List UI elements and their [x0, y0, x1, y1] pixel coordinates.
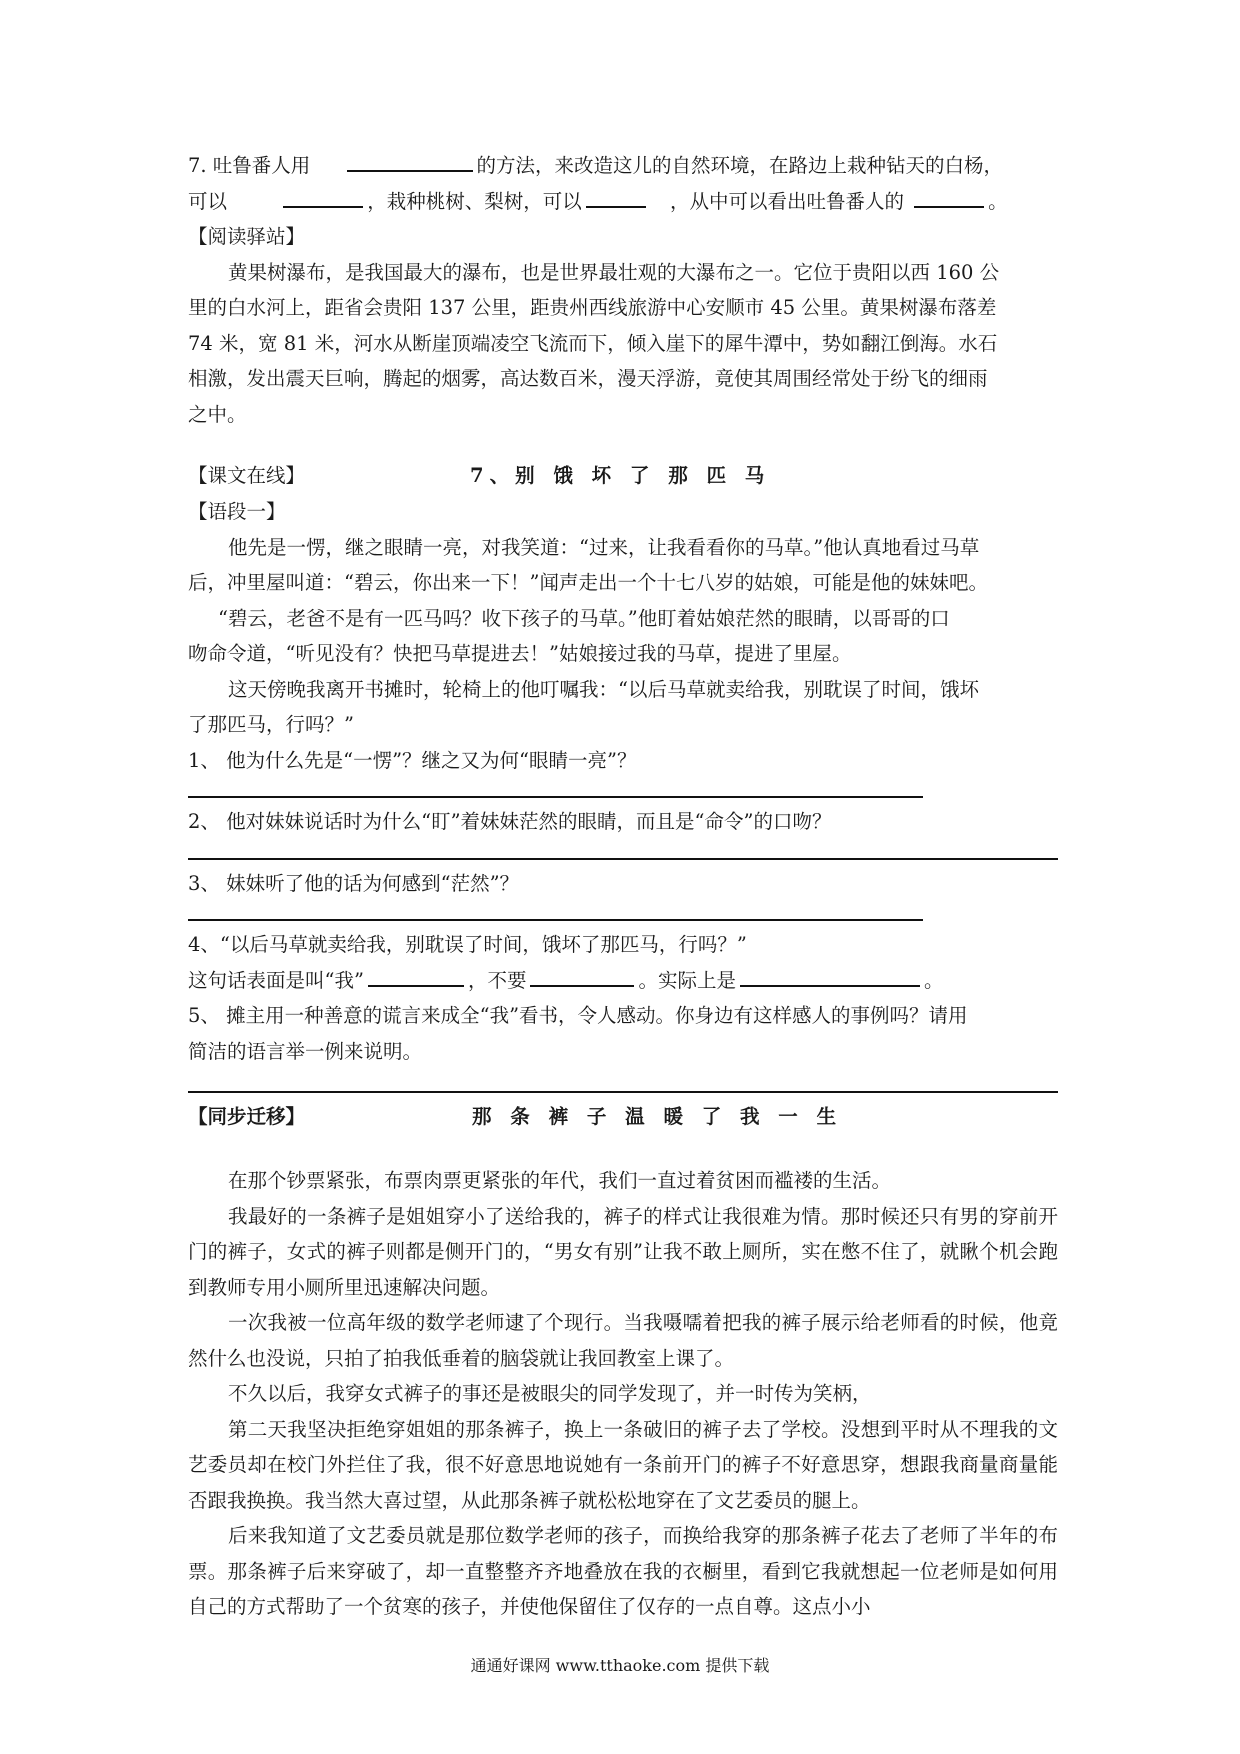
answer-blank[interactable]	[368, 963, 464, 987]
transfer-header	[188, 1099, 1058, 1135]
lesson-line: 后，冲里屋叫道：“碧云，你出来一下！”闻声走出一个十七八岁的姑娘，可能是他的妹妹吧。	[188, 571, 988, 594]
q7-text: 7. 吐鲁番人用	[188, 154, 311, 177]
story-paragraph: 在那个钞票紧张，布票肉票更紧张的年代，我们一直过着贫困而褴褛的生活。	[228, 1169, 892, 1192]
transfer-tag: 【同步迁移】	[188, 1105, 306, 1128]
answer-blank[interactable]	[530, 963, 634, 987]
reading-line: 相激，发出震天巨响，腾起的烟雾，高达数百米，漫天浮游，竟使其周围经常处于纷飞的细雨	[188, 367, 988, 390]
question-3: 3、 妹妹听了他的话为何感到“茫然”？	[188, 871, 520, 895]
lesson-line: 了那匹马，行吗？”	[188, 713, 354, 736]
lesson-line: 吻命令道，“听见没有？快把马草提进去！”姑娘接过我的马草，提进了里屋。	[188, 642, 852, 665]
lesson-line: 他先是一愣，继之眼睛一亮，对我笑道：“过来，让我看看你的马草。”他认真地看过马草	[228, 535, 980, 559]
q7-text: 。	[988, 189, 1008, 213]
question-1: 1、 他为什么先是“一愣”？继之又为何“眼睛一亮”？	[188, 748, 637, 772]
lesson-title: 7、别 饿 坏 了 那 匹 马	[470, 464, 771, 487]
section-divider	[188, 1091, 1058, 1093]
question-4: 4、“以后马草就卖给我，别耽误了时间，饿坏了那匹马，行吗？”	[188, 933, 747, 956]
answer-blank[interactable]	[586, 184, 646, 208]
answer-line[interactable]	[188, 858, 1058, 860]
reading-line: 之中。	[188, 402, 247, 426]
q7-text: ，栽种桃树、梨树，可以	[367, 189, 582, 213]
question-5-cont: 简洁的语言举一例来说明。	[188, 1039, 423, 1063]
story-paragraph: 我最好的一条裤子是姐姐穿小了送给我的，裤子的样式让我很难为情。那时候还只有男的穿前开门的裤子，女式的裤子则都是侧开门的，“男女有别”让我不敢上厕所，实在憋不住了，就瞅个机会跑到教师专用小厕所里迅速解决问题。	[188, 1204, 1058, 1299]
page-footer: 通通好课网 www.tthaoke.com 提供下载	[470, 1656, 770, 1675]
q7-text: 可以	[188, 189, 228, 213]
answer-blank[interactable]	[914, 184, 984, 208]
lesson-line: “碧云，老爸不是有一匹马吗？收下孩子的马草。”他盯着姑娘茫然的眼睛，以哥哥的口	[218, 606, 950, 630]
question-5: 5、 摊主用一种善意的谎言来成全“我”看书，令人感动。你身边有这样感人的事例吗？请用	[188, 1004, 968, 1027]
answer-blank[interactable]	[347, 148, 473, 172]
question-7-line-2	[188, 184, 1058, 220]
q7-text: 的方法，来改造这儿的自然环境，在路边上栽种钻天的白杨，	[476, 154, 1004, 177]
answer-blank[interactable]	[283, 184, 363, 208]
q4-text: ，不要	[467, 968, 527, 992]
reading-line: 里的白水河上，距省会贵阳 137 公里，距贵州西线旅游中心安顺市 45 公里。黄果树瀑布落差	[188, 296, 997, 319]
story-paragraph: 一次我被一位高年级的数学老师逮了个现行。当我嗫嚅着把我的裤子展示给老师看的时候，他竟然什么也没说，只拍了拍我低垂着的脑袋就让我回教室上课了。	[188, 1311, 1058, 1370]
question-2: 2、 他对妹妹说话时为什么“盯”着妹妹茫然的眼睛，而且是“命令”的口吻？	[188, 810, 832, 833]
question-4-fill	[188, 963, 1058, 999]
document-content	[188, 148, 1058, 1625]
section-tag: 【语段一】	[188, 500, 286, 523]
question-7-line-1	[188, 148, 1058, 184]
q4-text: 这句话表面是叫“我”	[188, 968, 364, 992]
reading-line: 黄果树瀑布，是我国最大的瀑布，也是世界最壮观的大瀑布之一。它位于贵阳以西 160 公	[228, 260, 1000, 284]
story-paragraph: 第二天我坚决拒绝穿姐姐的那条裤子，换上一条破旧的裤子去了学校。没想到平时从不理我的文艺委员却在校门外拦住了我，很不好意思地说她有一条前开门的裤子不好意思穿，想跟我商量商量能否跟我换换。我当然大喜过望，从此那条裤子就松松地穿在了文艺委员的腿上。	[188, 1417, 1058, 1512]
reading-station-tag: 【阅读驿站】	[188, 225, 306, 248]
reading-line: 74 米，宽 81 米，河水从断崖顶端凌空飞流而下，倾入崖下的犀牛潭中，势如翻江倒海。水石	[188, 331, 998, 355]
answer-line[interactable]	[188, 796, 923, 798]
answer-line[interactable]	[188, 919, 923, 921]
q4-text: 。实际上是	[638, 968, 736, 992]
lesson-line: 这天傍晚我离开书摊时，轮椅上的他叮嘱我：“以后马草就卖给我，别耽误了时间，饿坏	[228, 677, 979, 701]
lesson-header	[188, 458, 1058, 494]
story-paragraph: 后来我知道了文艺委员就是那位数学老师的孩子，而换给我穿的那条裤子花去了老师了半年的布票。那条裤子后来穿破了，却一直整整齐齐地叠放在我的衣橱里，看到它我就想起一位老师是如何用自己的方式帮助了一个贫寒的孩子，并使他保留住了仅存的一点自尊。这点小小	[188, 1524, 1058, 1618]
q4-text: 。	[923, 968, 944, 992]
transfer-title: 那 条 裤 子 温 暖 了 我 一 生	[472, 1105, 843, 1128]
q7-text: ，从中可以看出吐鲁番人的	[669, 189, 904, 213]
story-paragraph: 不久以后，我穿女式裤子的事还是被眼尖的同学发现了，并一时传为笑柄，	[228, 1382, 872, 1405]
lesson-tag: 【课文在线】	[188, 464, 306, 487]
answer-blank[interactable]	[740, 963, 920, 987]
